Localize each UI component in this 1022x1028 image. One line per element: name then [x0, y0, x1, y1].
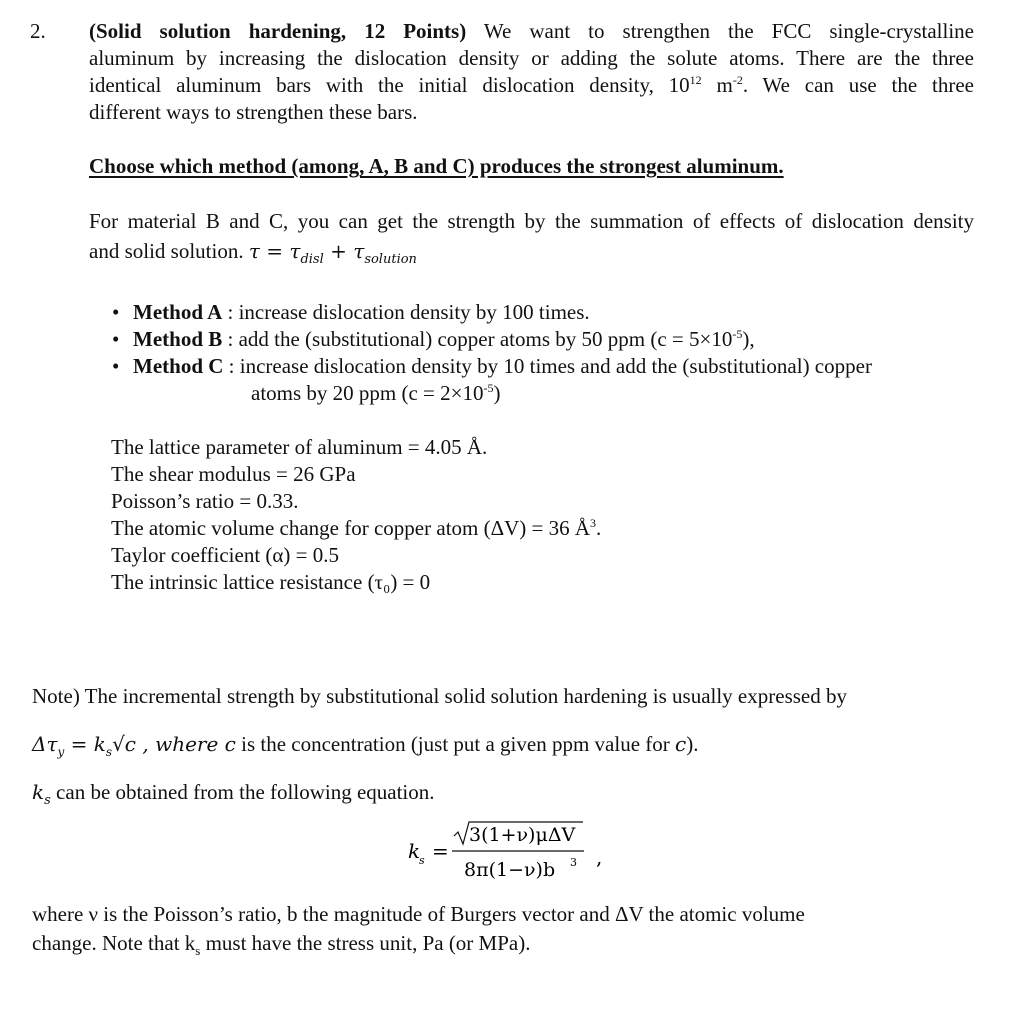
problem-number: 2.	[30, 19, 46, 43]
choose-instruction: Choose which method (among, A, B and C) produces the strongest aluminum.	[89, 154, 784, 178]
param-shear-modulus: The shear modulus = 26 GPa	[111, 462, 356, 486]
material-text-1: For material B and C, you can get the strength by the summation of effects of dislocation density	[89, 209, 974, 233]
param-poisson: Poisson’s ratio = 0.33.	[111, 489, 299, 513]
method-b: • Method B : add the (substitutional) copper atoms by 50 ppm $(c = 5\times 10^{-5})$,	[112, 327, 755, 351]
tau-equation: $\tau = \tau_{disl} + \tau_{solution}$	[248, 239, 417, 267]
intro-line-2: aluminum by increasing the dislocation density or adding the solute atoms. There are the three	[89, 46, 974, 70]
param-lattice: The lattice parameter of aluminum = 4.05 Å.	[111, 435, 488, 459]
formula-numerator: 3(1+ν)μΔV	[469, 824, 576, 846]
problem-heading: (Solid solution hardening, 12 Points)	[89, 19, 467, 43]
param-taylor: Taylor coefficient (α) = 0.5	[111, 543, 339, 567]
ks-formula	[408, 820, 608, 884]
formula-denominator: 8π(1−ν)b	[464, 859, 556, 881]
intro-line-1: (Solid solution hardening, 12 Points) We want to strengthen the FCC single-crystalline	[89, 19, 975, 43]
formula-lhs-sub: s	[419, 854, 425, 867]
method-c: • Method C : increase dislocation density by 10 times and add the (substitutional) copper	[112, 354, 872, 378]
method-a: • Method A : increase dislocation density by 100 times.	[112, 300, 590, 324]
note-line-2: $\Delta\tau_y = k_s√c$ , where c is the concentration (just put a given ppm value for c).	[32, 732, 699, 760]
problem-intro	[89, 18, 974, 126]
material-text-2: and solid solution. $\tau = \tau_{disl} + \tau_{solution}$	[89, 239, 417, 267]
formula-comma: ,	[596, 845, 603, 869]
formula-den-exp: 3	[570, 856, 577, 869]
where-line-1: where ν is the Poisson’s ratio, b the magnitude of Burgers vector and ΔV the atomic volume	[32, 902, 805, 926]
note-line-1: Note) The incremental strength by substitutional solid solution hardening is usually expressed by	[32, 684, 847, 708]
param-volume-change: The atomic volume change for copper atom (ΔV) = 36 $Å^3$.	[111, 516, 602, 540]
parameter-list	[111, 434, 601, 596]
method-c-continued: atoms by 20 ppm $(c = 2\times 10^{-5})$	[251, 381, 501, 405]
where-line-2: change. Note that $k_s$ must have the stress unit, Pa (or MPa).	[32, 931, 531, 959]
formula-lhs: k	[408, 839, 421, 863]
formula-equals: =	[432, 839, 449, 863]
method-list	[112, 299, 982, 407]
param-lattice-resistance: The intrinsic lattice resistance (τ₀) = 0	[111, 570, 431, 594]
note-line-3: $k_s$ can be obtained from the following equation.	[32, 780, 435, 809]
intro-line-4: different ways to strengthen these bars.	[89, 100, 418, 124]
intro-line-3: identical aluminum bars with the initial dislocation density, $10^{12}$ $m^{-2}$. We can use the three	[89, 73, 974, 97]
